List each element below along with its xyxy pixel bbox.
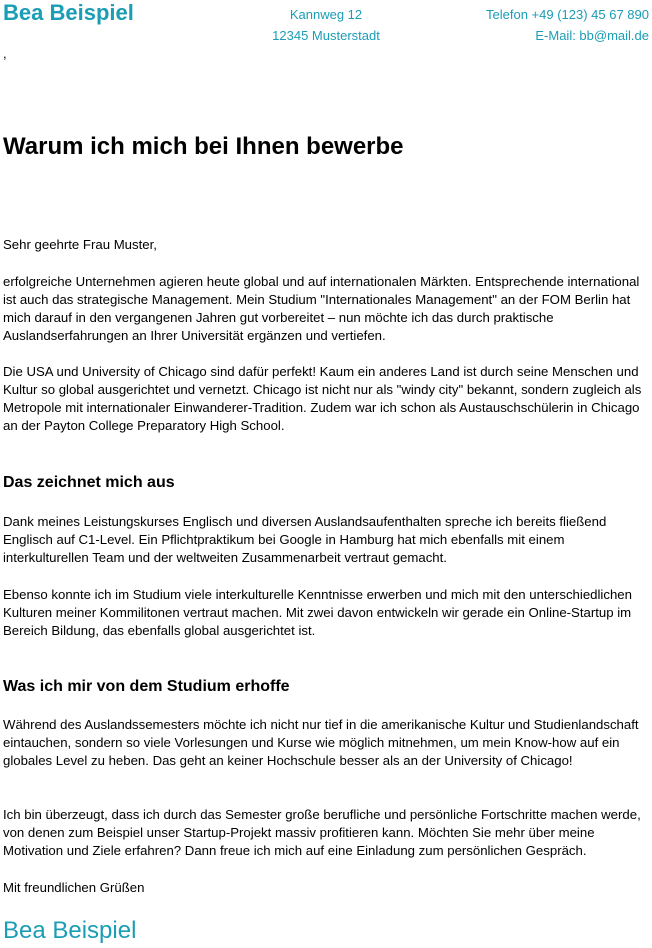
expectations-paragraph-1: Während des Auslandssemesters möchte ich nicht nur tief in die amerikanische Kultur und Studienlandschaft eintauchen, sondern so viele Vorlesungen und Kurse wie möglich mitnehmen, um mein Know-how auf ein globales Level zu heben. Das geht an keiner Hochschule besser als an der University of Chicago! <box>3 717 639 768</box>
closing-phrase: Mit freundlichen Grüßen <box>3 880 145 895</box>
strengths-paragraph-2: Ebenso konnte ich im Studium viele interkulturelle Kenntnisse erwerben und mich mit den unterschiedlichen Kulturen meiner Kommilitonen vertraut machen. Mit zwei davon entwickeln wir gerade ein Online-Startup im Bereich Bildung, das ebenfalls global ausgerichtet ist. <box>3 587 632 638</box>
letter-headline: Warum ich mich bei Ihnen bewerbe <box>3 133 404 160</box>
sender-phone: Telefon +49 (123) 45 67 890 <box>486 7 649 22</box>
sender-email: E-Mail: bb@mail.de <box>535 28 649 43</box>
sender-city: 12345 Musterstadt <box>272 28 380 43</box>
stray-comma: , <box>3 46 7 61</box>
intro-paragraph-2: Die USA und University of Chicago sind dafür perfekt! Kaum ein anderes Land ist durch seine Menschen und Kultur so global ausgerichtet und vernetzt. Chicago ist nicht nur als "windy city" bekannt, sondern zugleich als Metropole mit internationaler Einwanderer-Tradition. Zudem war ich schon als Austauschschülerin in Chicago an der Payton College Preparatory High School. <box>3 364 642 433</box>
sender-street: Kannweg 12 <box>289 7 363 22</box>
intro-paragraph-1: erfolgreiche Unternehmen agieren heute global und auf internationalen Märkten. Entsprechende international ist auch das strategische Management. Mein Studium "Internationales Management" an der FOM Berlin hat mich darauf in den vergangenen Jahren gut vorbereitet – nun möchte ich das durch praktische Auslandserfahrungen an Ihrer Universität ergänzen und vertiefen. <box>3 274 640 343</box>
signature: Bea Beispiel <box>3 917 137 944</box>
expectations-paragraph-2: Ich bin überzeugt, dass ich durch das Semester große berufliche und persönliche Fortschritte machen werde, von denen zum Beispiel unser Startup-Projekt massiv profitieren kann. Möchten Sie mehr über meine Motivation und Ziele erfahren? Dann freue ich mich auf eine Einladung zum persönlichen Gespräch. <box>3 807 641 858</box>
strengths-paragraph-1: Dank meines Leistungskurses Englisch und diversen Auslandsaufenthalten spreche ich bereits fließend Englisch auf C1-Level. Ein Pflichtpraktikum bei Google in Hamburg hat mich ebenfalls mit einem interkulturellen Team und der weltweiten Zusammenarbeit vertraut gemacht. <box>3 514 607 565</box>
section-heading-strengths: Das zeichnet mich aus <box>3 474 175 491</box>
salutation: Sehr geehrte Frau Muster, <box>3 237 157 252</box>
sender-name: Bea Beispiel <box>3 0 134 25</box>
section-heading-expectations: Was ich mir von dem Studium erhoffe <box>3 678 290 695</box>
